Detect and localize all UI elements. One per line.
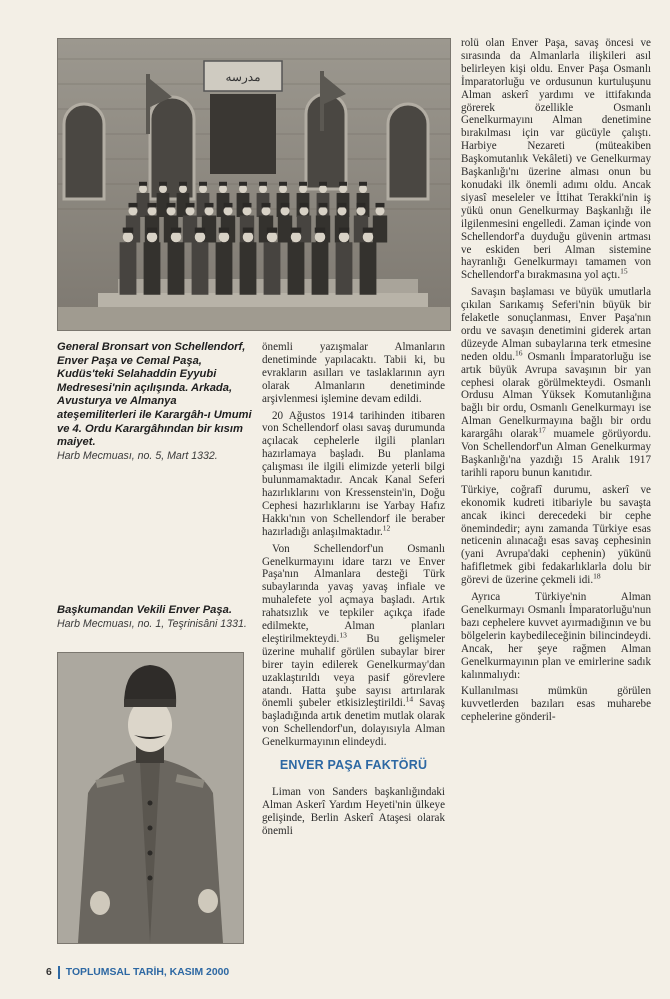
- footnote-ref[interactable]: 18: [593, 571, 601, 581]
- article-column-right: [461, 37, 651, 728]
- svg-text:ﻣﺪﺭﺳﻪ: ﻣﺪﺭﺳﻪ: [225, 70, 261, 84]
- enver-pasa-portrait: [57, 652, 244, 944]
- page-footer: [46, 966, 229, 979]
- footnote-ref[interactable]: 15: [620, 266, 628, 276]
- paragraph-text: Bu gelişmeler üzerine muhalif görülen subaylar birer birer tayin edilerek Genelkurmay'dan uzaklaştırıldı veya pasif görevlere atandı. Hatta şube sayısı artırılarak önemli şubeler etkisizleştirildi.: [262, 632, 445, 710]
- paragraph-text: muamele görüyordu. Von Schellendorf'un Alman Genelkurmay Başkanlığı'na yazdığı 15 Aralık 1917 tarihli raporu bunun kanıtıdır.: [461, 428, 651, 479]
- magazine-title: TOPLUMSAL TARİH, KASIM 2000: [65, 967, 230, 978]
- footnote-ref[interactable]: 13: [339, 630, 347, 640]
- paragraph: [461, 286, 651, 480]
- footnote-ref[interactable]: 14: [405, 694, 414, 704]
- article-column-middle: [262, 341, 445, 842]
- footnote-ref[interactable]: 17: [538, 425, 546, 435]
- paragraph: [461, 591, 651, 681]
- portrait-caption-title: Başkumandan Vekili Enver Paşa.: [57, 604, 232, 616]
- paragraph: [262, 543, 445, 750]
- paragraph-text: 20 Ağustos 1914 tarihinden itibaren von Schellendorf olası savaş durumunda açılacak cephelerle ilgili planları hazırlamaya başladı. Bu planlama çalışması ile ilgili elimizde yeterli bilgi bulunmamaktadır. Ancak Kanal Seferi hazırlıklarını von Kressenstein'in, Doğu Cephesi hazırlıklarını ise Yarbay Hafız Hakkı'nın von Schellendorf ile beraber hazırladığı anlaşılmaktadır.: [262, 409, 445, 538]
- paragraph: [262, 410, 445, 539]
- group-photograph: [57, 38, 451, 331]
- footnote-ref[interactable]: 16: [515, 348, 523, 358]
- paragraph-text: önemli yazışmalar Almanların denetiminde yapılacaktı. Tabii ki, bu evrakların asılları ve taslaklarının ayrı olarak Almanların denetiminde arşivlenmesi işlemine devam edildi.: [262, 341, 445, 405]
- paragraph-text: rolü olan Enver Paşa, savaş öncesi ve sırasında da Almanlarla ilişkileri asıl belirleyen kişi oldu. Enver Paşa Osmanlı İmparatorluğu ve ordusunun kurtuluşunu Alman askerî yardımı ve ittifakında görerek özellikle Osmanlı Genelkurmayını Alman denetimine bırakılması için var gücüyle çalıştı. Harbiye Nezareti (müteakiben Başkomutanlık Vekâleti) ve Genelkurmay Başkanlığı'nı üzerine alması onun bu konudaki ilk önemli adımı oldu. Ancak siyasî meseleler ve İttihat Terakki'nin iş yükü onun Genelkurmay Başkanlığı ile ilgilenmesini engelledi. Zaman içinde von Schellendorf'a duyduğu güvenin artması ve eskiden beri Alman sistemine hayranlığı Genelkurmayı tamamen von Schellendorf'a bırakmasına yol açtı.: [461, 37, 651, 282]
- page-number: 6: [46, 967, 52, 978]
- paragraph-text: Savaş başladığında artık denetim mutlak olarak von Schellendorf'un, dolayısıyla Alman Genelkurmayının elindeydi.: [262, 697, 445, 749]
- paragraph: [461, 37, 651, 282]
- paragraph-text: Savaşın başlaması ve büyük umutlarla çıkılan Sarıkamış Seferi'nin büyük bir felaketle sonuçlanması, Enver Paşa'nın ordu ve savaşın denetimini giderek artan düzeyde Alman subaylarına terk etmesine neden oldu.: [461, 286, 651, 363]
- paragraph: [262, 786, 445, 838]
- portrait-caption-source: Harb Mecmuası, no. 1, Teşrinisâni 1331.: [57, 617, 247, 630]
- paragraph-text: Liman von Sanders başkanlığındaki Alman Askerî Yardım Heyeti'nin ülkeye gelişinde, Berlin Askerî Ataşesi olarak önemli: [262, 786, 445, 837]
- block-quote: [461, 484, 651, 587]
- paragraph-text: Ayrıca Türkiye'nin Alman Genelkurmayı Osmanlı İmparatorluğu'nun bazı cephelere kuvvet ayırmadığının ve bu bölgelerin kaybedileceğinin bilincindeydi. Ancak, her şeye rağmen Alman Genelkurmayının plan ve emirlerine sadık kalınmalıydı:: [461, 591, 651, 681]
- paragraph: [262, 341, 445, 406]
- portrait-caption: [57, 604, 252, 631]
- top-photo-caption-title: General Bronsart von Schellendorf, Enver Paşa ve Cemal Paşa, Kudüs'teki Selahaddin Eyyubi Medresesi'nin açılışında. Arkada, Avusturya ve Almanya ateşemiliterleri ile Karargâh-ı Umumi ve 4. Ordu Karargâhından bir kısım maiyet.: [57, 341, 252, 449]
- paragraph-text: Von Schellendorf'un Osmanlı Genelkurmayını idare tarzı ve Enver Paşa'nın Almanlara desteği Türk subaylarında yavaş yavaş infiale ve muhalefete yol açmaya başladı. Artık rahatsızlık ve tepkiler açıkça ifade edilmekte, Alman planları eleştirilmekteydi.: [262, 542, 445, 645]
- quote-text: Kullanılması mümkün görülen kuvvetlerden bazıları esas muharebe cephelerine gönderil-: [461, 685, 651, 724]
- footnote-ref[interactable]: 12: [382, 523, 391, 532]
- footer-divider: [58, 966, 60, 979]
- block-quote: [461, 685, 651, 724]
- paragraph-text: Osmanlı İmparatorluğu ise artık büyük Avrupa savaşının bir yan cephesi olarak görülmekteydi. Osmanlı Ordusu Alman Yüksek Komutanlığına bağlı bir ordu, Osmanlı Genelkurmayı ise Alman Genelkurmayına bağlı bir ordu karargâhı olarak: [461, 350, 652, 441]
- quote-text: Türkiye, coğrafî durumu, askerî ve ekonomik kudreti itibariyle bu savaşta ancak ikinci derecedeki bir cephe önemindedir; aynı zamanda Türkiye esas neticenin alınacağı esas savaş cephesinin (yani Avrupa'daki cephenin) yükünü hafifletmek gibi fedakarlıklarla dolu bir görevi de üzerine çekmeli idi.: [461, 483, 651, 587]
- section-heading: ENVER PAŞA FAKTÖRÜ: [279, 758, 428, 773]
- top-photo-caption-source: Harb Mecmuası, no. 5, Mart 1332.: [57, 449, 218, 462]
- top-photo-caption: [57, 341, 252, 463]
